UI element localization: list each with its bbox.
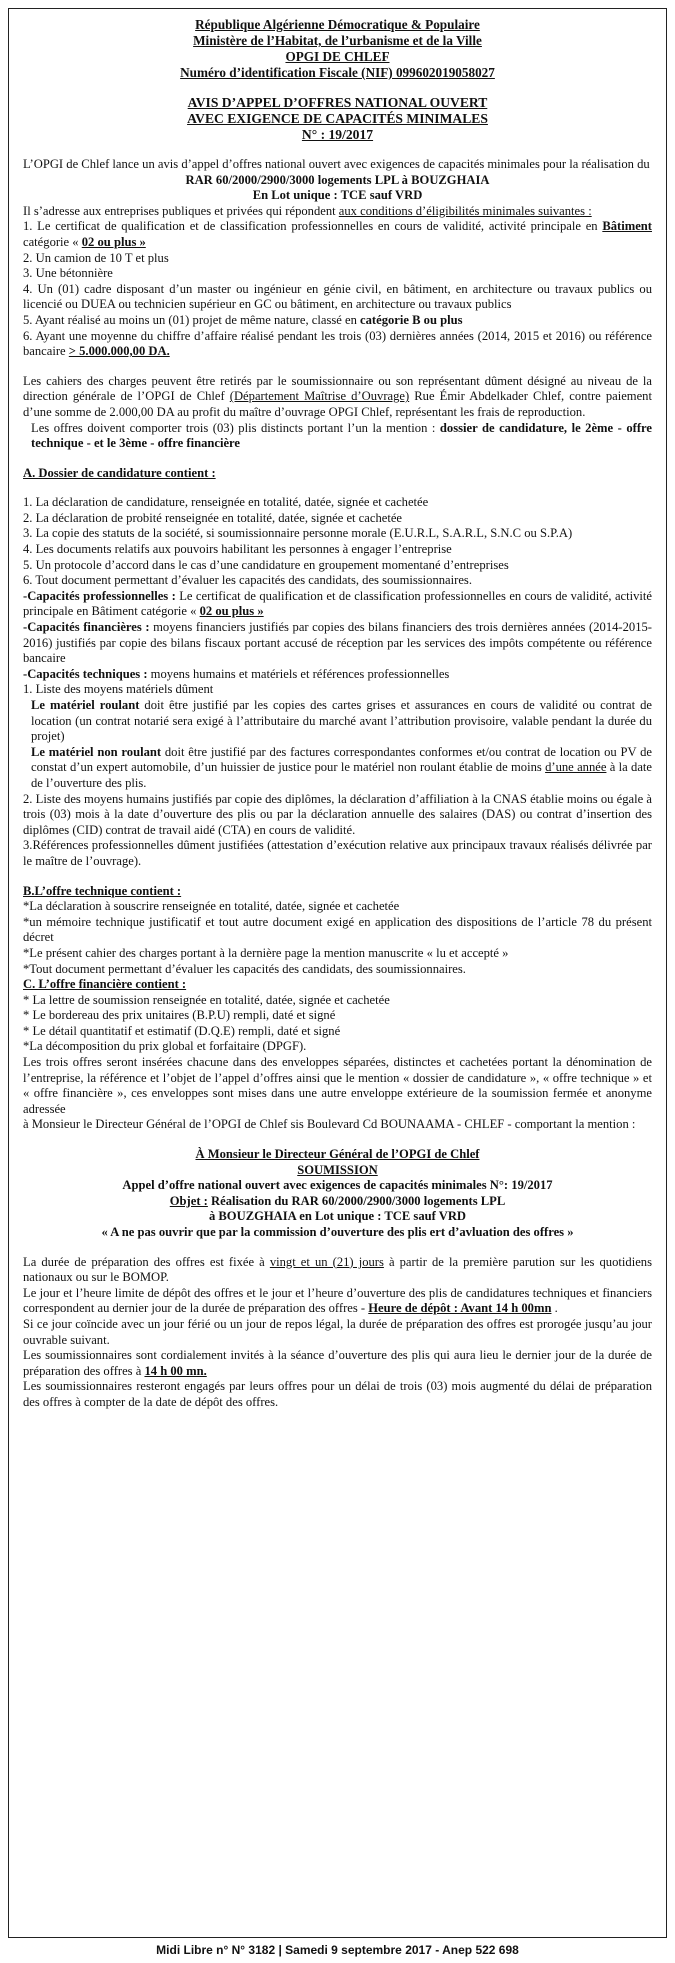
cahiers-paragraph: Les cahiers des charges peuvent être retirés par le soumissionnaire ou son représentant dûment désigné au niveau de la direction générale de l’OPGI de Chlef (Département Maîtrise d’Ouvrage) Rue Émir Abdelkader Chlef, contre paiement d’une somme de 2.000,00 DA au profit du maître d’ouvrage OPGI Chlef, représentant les frais de reproduction. — [23, 373, 652, 419]
envelopes-paragraph: Les trois offres seront insérées chacune dans des enveloppes séparées, distinctes et cachetées portant la dénomination de l’entreprise, la référence et l’objet de l’appel d’offres ainsi que le mention « dossier de candidature », « offre technique » et « offre financière », ces enveloppes sont mises dans une autre enveloppe extérieure de la soumission fermée et anonyme adressée — [23, 1055, 652, 1116]
section-b-item-1: *La déclaration à souscrire renseignée en totalité, datée, signée et cachetée — [23, 899, 400, 914]
section-a-item-3: 3. La copie des statuts de la société, si soumissionnaire personne morale (E.U.R.L, S.A.R.L, S.N.C ou S.P.A) — [23, 526, 573, 541]
document-frame — [8, 8, 667, 1938]
soumission-warning: « A ne pas ouvrir que par la commission d’ouverture des plis ert d’avluation des offres » — [101, 1225, 574, 1239]
plis-paragraph: Les offres doivent comporter trois (03) plis distincts portant l’un la mention : dossier de candidature, le 2ème - offre technique - et le 3ème - offre financière — [31, 420, 652, 451]
condition-2: 2. Un camion de 10 T et plus — [23, 250, 169, 265]
intro-paragraph: L’OPGI de Chlef lance un avis d’appel d’offres national ouvert avec exigences de capacités minimales pour la réalisation du — [23, 157, 650, 171]
section-c-item-4: *La décomposition du prix global et forfaitaire (DPGF). — [23, 1039, 307, 1054]
project-lot: En Lot unique : TCE sauf VRD — [252, 188, 423, 203]
condition-3: 3. Une bétonnière — [23, 266, 113, 281]
soumission-lot: à BOUZGHAIA en Lot unique : TCE sauf VRD — [208, 1209, 467, 1224]
section-c-title: C. L’offre financière contient : — [23, 977, 187, 992]
avis-number: N° : 19/2017 — [301, 127, 374, 142]
preparation-duration: La durée de préparation des offres est fixée à vingt et un (21) jours à partir de la première parution sur les quotidiens nationaux ou sur le BOMOP. — [23, 1254, 652, 1285]
section-c-item-2: * Le bordereau des prix unitaires (B.P.U) rempli, daté et signé — [23, 1008, 336, 1023]
newspaper-footer: Midi Libre n° N° 3182 | Samedi 9 septembre 2017 - Anep 522 698 — [156, 1943, 519, 1957]
document-body — [9, 9, 666, 1411]
moyens-humains: 2. Liste des moyens humains justifiés par copie des diplômes, la déclaration d’affiliation à la CNAS établie moins ou égale à trois (03) mois à la date d’ouverture des plis ou par la déclaration annuelle des salaires (DAS) ou contrat d’insertion des diplômes (CID) contrat de travail aidé (CTA) en cours de validité. — [23, 791, 652, 837]
section-b-item-4: *Tout document permettant d’évaluer les capacités des candidats, des soumissionnaires. — [23, 961, 466, 976]
avis-line1: AVIS D’APPEL D’OFFRES NATIONAL OUVERT — [187, 95, 488, 110]
soumission-title: SOUMISSION — [297, 1162, 378, 1177]
soumission-objet: Objet : Réalisation du RAR 60/2000/2900/3000 logements LPL — [169, 1193, 506, 1208]
section-a-item-5: 5. Un protocole d’accord dans le cas d’une candidature en groupement momentané d’entreprises — [23, 557, 509, 572]
avis-title — [23, 95, 652, 143]
section-b-item-2: *un mémoire technique justificatif et tout autre document exigé en application des dispositions de l’article 78 du présent décret — [23, 914, 652, 945]
section-b-item-3: *Le présent cahier des charges portant à la dernière page la mention manuscrite « lu et accepté » — [23, 945, 509, 960]
section-c-item-3: * Le détail quantitatif et estimatif (D.Q.E) rempli, daté et signé — [23, 1023, 341, 1038]
condition-6: 6. Ayant une moyenne du chiffre d’affaire réalisé pendant les trois (03) dernières années (2014, 2015 et 2016) ou référence bancaire > 5.000.000,00 DA. — [23, 328, 652, 359]
validity-period: Les soumissionnaires resteront engagés par leurs offres pour un délai de trois (03) mois augmenté du délai de préparation des offres à compter de la date de dépôt des offres. — [23, 1379, 652, 1409]
condition-4: 4. Un (01) cadre disposant d’un master ou ingénieur en génie civil, en bâtiment, en architecture ou travaux publics ou licencié ou DUEA ou technicien supérieur en GC ou bâtiment, en architecture ou travaux publics — [23, 281, 652, 312]
deposit-deadline: Le jour et l’heure limite de dépôt des offres et le jour et l’heure d’ouverture des plis de candidatures techniques et financiers correspondent au dernier jour de la durée de préparation des offres - Heure de dépôt : Avant 14 h 00mn . — [23, 1285, 652, 1316]
soumission-appel: Appel d’offre national ouvert avec exigences de capacités minimales N°: 19/2017 — [122, 1178, 553, 1193]
condition-1: 1. Le certificat de qualification et de classification professionnelles en cours de validité, activité principale en Bâtiment catégorie « 02 ou plus » — [23, 219, 652, 249]
address-paragraph: à Monsieur le Directeur Général de l’OPGI de Chlef sis Boulevard Cd BOUNAAMA - CHLEF - comportant la mention : — [23, 1117, 636, 1132]
header — [23, 17, 652, 81]
header-nif: Numéro d’identification Fiscale (NIF) 099602019058027 — [180, 65, 495, 80]
section-b-title: B.L’offre technique contient : — [23, 883, 182, 898]
capacites-financieres: -Capacités financières : moyens financiers justifiés par copies des bilans financiers des trois dernières années (2014-2015-2016) justifiés par copie des bilans fiscaux portant accusé de réception par les services des impôts compétente ou référence bancaire — [23, 620, 652, 666]
section-c-item-1: * La lettre de soumission renseignée en totalité, datée, signée et cachetée — [23, 992, 390, 1007]
section-a-item-1: 1. La déclaration de candidature, renseignée en totalité, datée, signée et cachetée — [23, 495, 429, 510]
section-a-title: A. Dossier de candidature contient : — [23, 465, 216, 480]
header-opgi: OPGI DE CHLEF — [285, 49, 390, 64]
capacites-techniques: -Capacités techniques : moyens humains et matériels et références professionnelles — [23, 666, 450, 681]
section-a-item-6: 6. Tout document permettant d’évaluer les capacités des candidats, des soumissionnaires. — [23, 573, 472, 588]
materiel-non-roulant: Le matériel non roulant doit être justifié par des factures correspondantes conformes et/ou contrat de location ou PV de constat d’un expert automobile, d’un huissier de justice pour le matériel non roulant établie de moins d’une année à la date de l’ouverture des plis. — [31, 744, 652, 790]
references-professionnelles: 3.Références professionnelles dûment justifiées (attestation d’exécution relative aux principaux travaux réalisés délivrée par le maître de l’ouvrage). — [23, 838, 652, 868]
header-ministry: Ministère de l’Habitat, de l’urbanisme et de la Ville — [193, 33, 482, 48]
section-a-item-2: 2. La déclaration de probité renseignée en totalité, datée, signée et cachetée — [23, 510, 403, 525]
moyens-materiels: 1. Liste des moyens matériels dûment — [23, 682, 214, 697]
capacites-professionnelles: -Capacités professionnelles : Le certificat de qualification et de classification professionnelles en cours de validité, activité principale en Bâtiment catégorie « 02 ou plus » — [23, 588, 653, 619]
holiday-rule: Si ce jour coïncide avec un jour férié ou un jour de repos légal, la durée de préparation des offres est prorogée jusqu’au jour ouvrable suivant. — [23, 1316, 652, 1347]
section-a-item-4: 4. Les documents relatifs aux pouvoirs habilitant les personnes à engager l’entreprise — [23, 542, 452, 557]
materiel-roulant: Le matériel roulant doit être justifié par les copies des cartes grises et assurances en cours de validité ou contrat de location (un contrat notarié sera exigé à l’attributaire du marché avant l’attribution provisoire, valable pendant la durée du projet) — [31, 698, 652, 744]
avis-line2: AVEC EXIGENCE DE CAPACITÉS MINIMALES — [187, 111, 488, 126]
header-republic: République Algérienne Démocratique & Populaire — [195, 17, 480, 32]
condition-5: 5. Ayant réalisé au moins un (01) projet de même nature, classé en catégorie B ou plus — [23, 312, 463, 327]
soumission-address: À Monsieur le Directeur Général de l’OPGI de Chlef — [195, 1147, 480, 1162]
project-title: RAR 60/2000/2900/3000 logements LPL à BOUZGHAIA — [185, 172, 490, 187]
eligibility-intro: Il s’adresse aux entreprises publiques et privées qui répondent aux conditions d’éligibilités minimales suivantes : — [23, 203, 592, 218]
opening-session: Les soumissionnaires sont cordialement invités à la séance d’ouverture des plis qui aura lieu le dernier jour de la durée de préparation des offres à 14 h 00 mn. — [23, 1348, 652, 1378]
